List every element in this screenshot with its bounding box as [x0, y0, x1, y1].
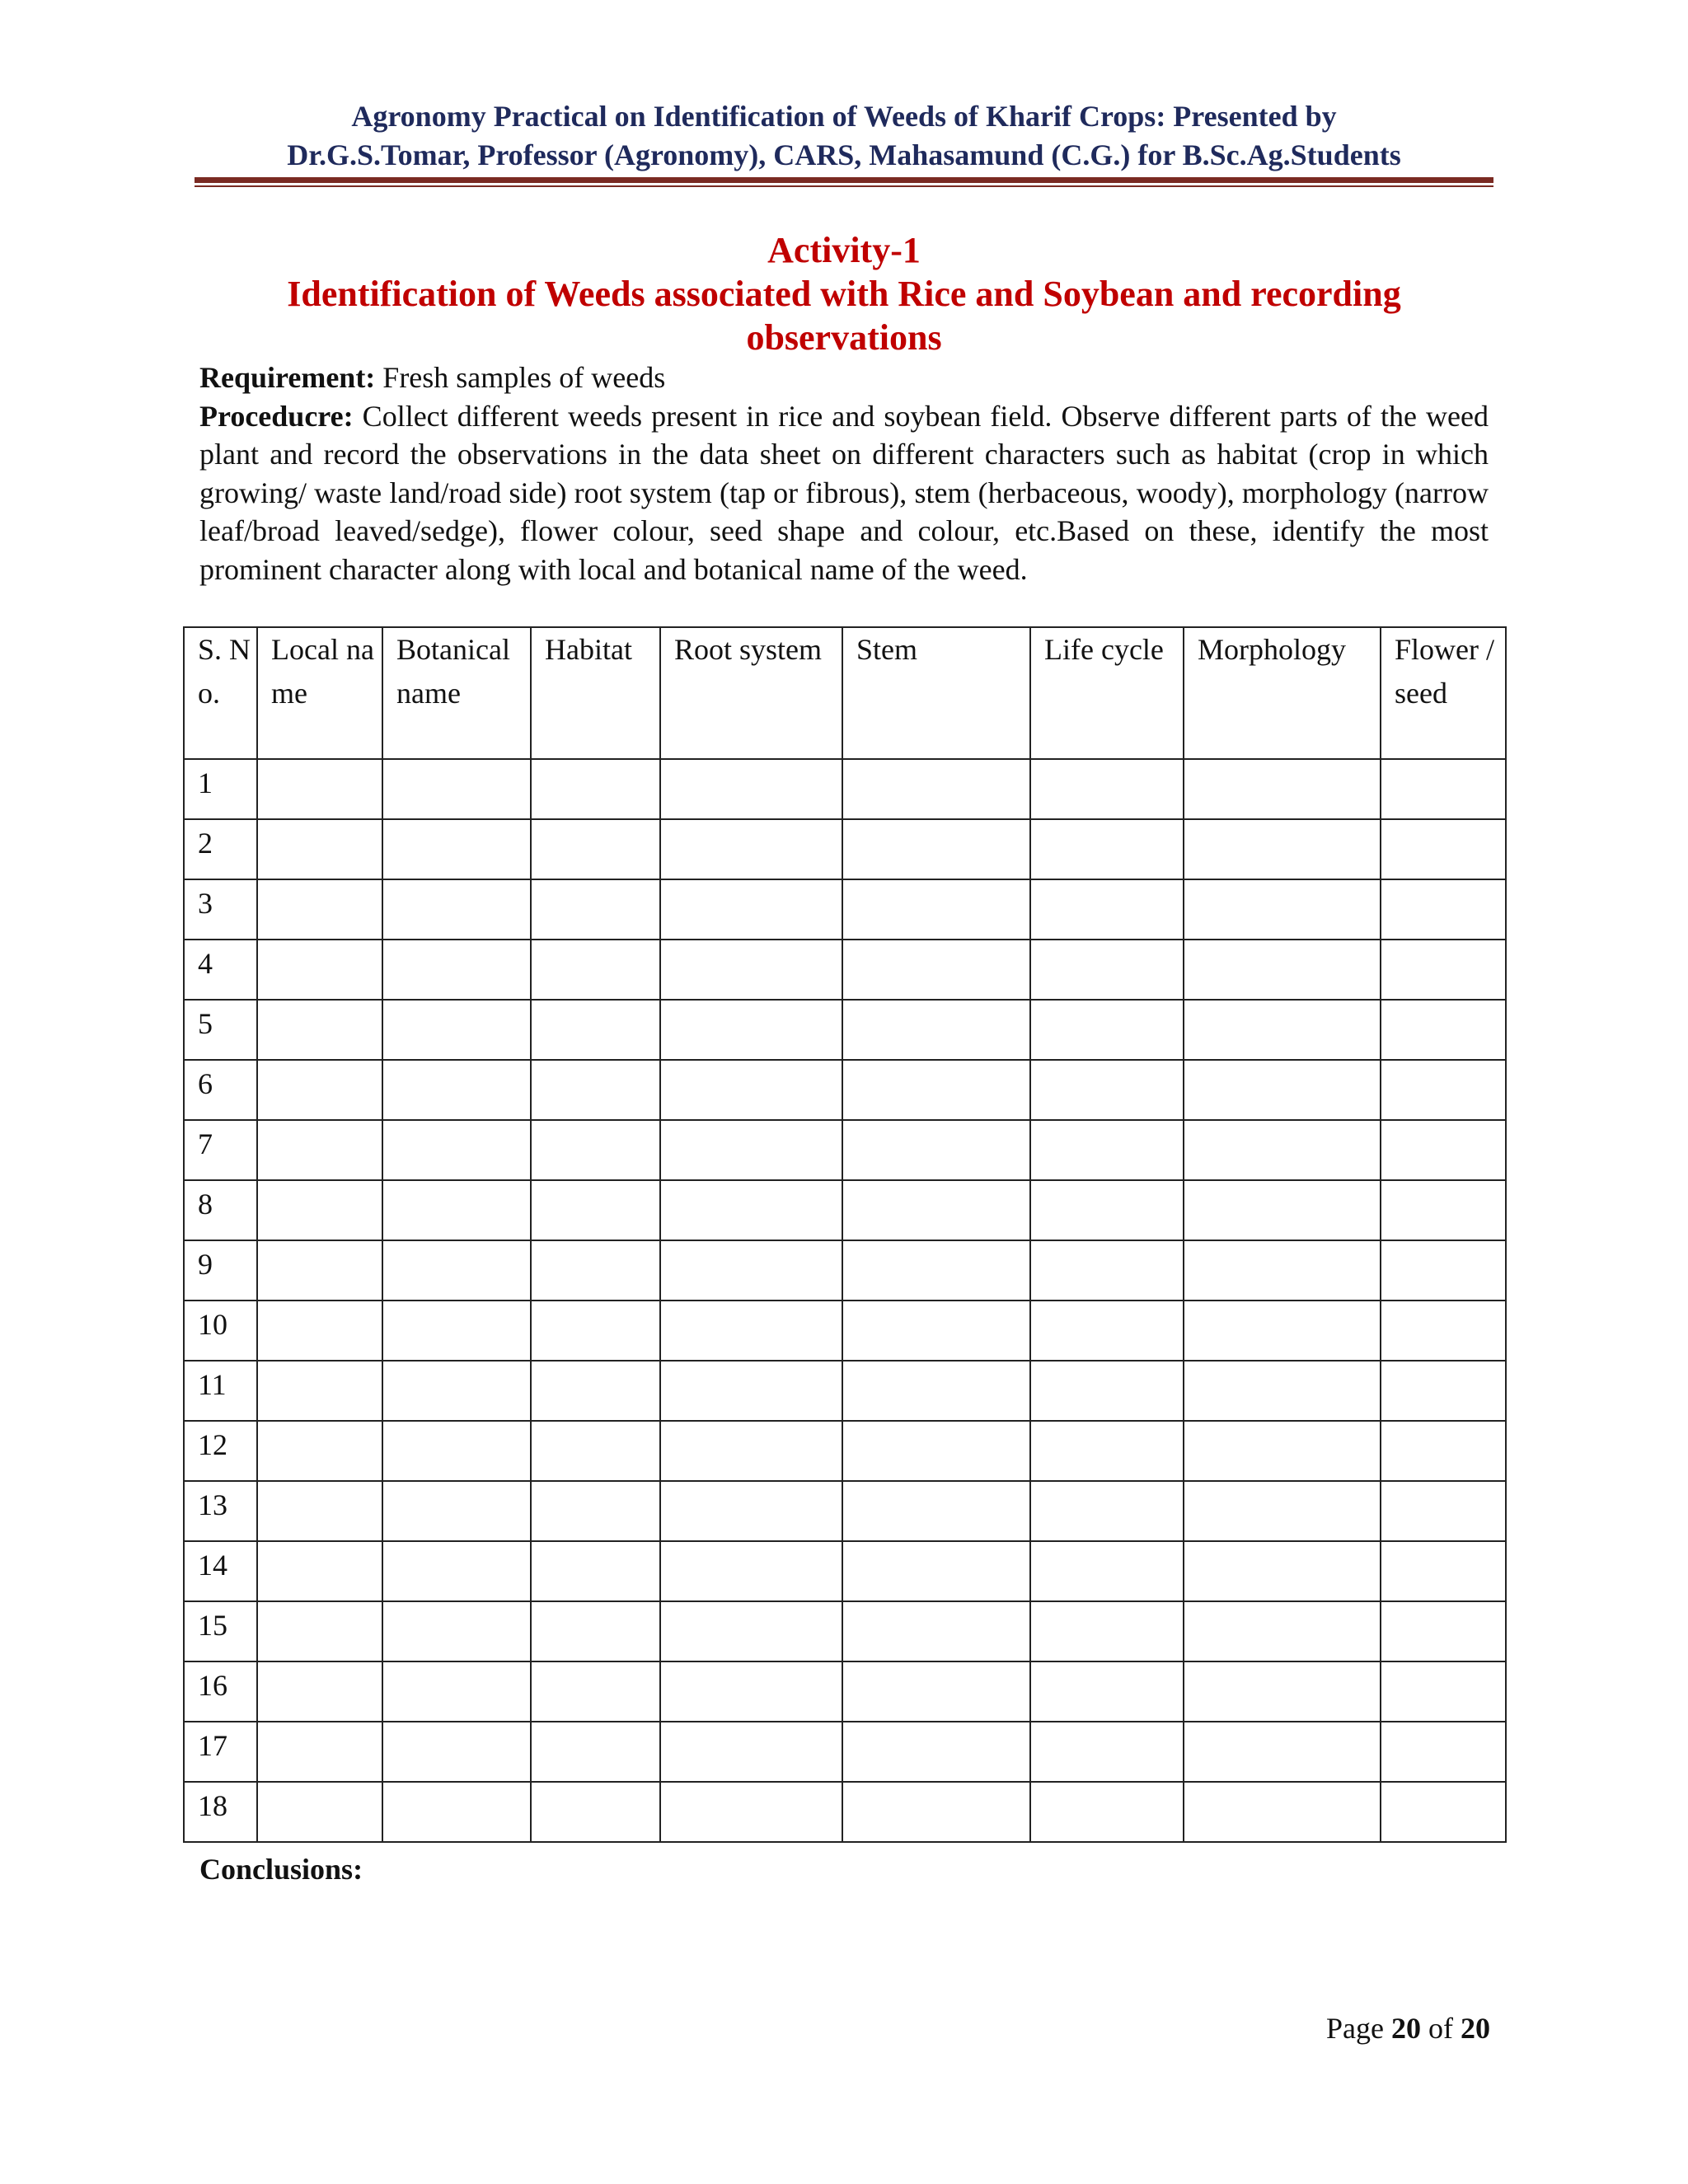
page-number — [1326, 2011, 1490, 2046]
empty-cell — [1381, 1722, 1506, 1782]
empty-cell — [1381, 1180, 1506, 1240]
empty-cell — [382, 1782, 531, 1842]
empty-cell — [660, 879, 842, 940]
empty-cell — [842, 1481, 1030, 1541]
row-number: 2 — [184, 819, 257, 879]
empty-cell — [1030, 1782, 1184, 1842]
row-number: 7 — [184, 1120, 257, 1180]
procedure-text: Collect different weeds present in rice and soybean field. Observe different parts of the weed plant and record the observations in the data sheet on different characters such as habitat (crop in which growing/ waste land/road side) root system (tap or fibrous), stem (herbaceous, woody), morphology (narrow leaf/broad leaved/sedge), flower colour, seed shape and colour, etc.Based on these, identify the most prominent character along with local and botanical name of the weed. — [199, 399, 1489, 586]
empty-cell — [1381, 1481, 1506, 1541]
empty-cell — [257, 1421, 382, 1481]
observation-table — [183, 626, 1507, 1843]
empty-cell — [1030, 879, 1184, 940]
row-number: 14 — [184, 1541, 257, 1601]
row-number: 11 — [184, 1361, 257, 1421]
empty-cell — [382, 1301, 531, 1361]
table-row — [184, 819, 1506, 879]
empty-cell — [257, 1722, 382, 1782]
empty-cell — [257, 1361, 382, 1421]
empty-cell — [842, 1661, 1030, 1722]
empty-cell — [842, 1601, 1030, 1661]
empty-cell — [1184, 819, 1381, 879]
table-row — [184, 1601, 1506, 1661]
empty-cell — [1381, 1060, 1506, 1120]
empty-cell — [531, 1601, 660, 1661]
instructions — [199, 359, 1489, 588]
empty-cell — [257, 1301, 382, 1361]
page-current: 20 — [1391, 2012, 1421, 2045]
empty-cell — [257, 1661, 382, 1722]
header-line-1: Agronomy Practical on Identification of Weeds of Kharif Crops: Presented by — [351, 100, 1337, 133]
empty-cell — [257, 1240, 382, 1301]
empty-cell — [660, 1661, 842, 1722]
empty-cell — [382, 1601, 531, 1661]
requirement-label: Requirement: — [199, 361, 376, 394]
empty-cell — [1030, 1180, 1184, 1240]
empty-cell — [660, 1541, 842, 1601]
empty-cell — [660, 1000, 842, 1060]
page-of-word: of — [1421, 2012, 1461, 2045]
row-number: 6 — [184, 1060, 257, 1120]
column-header: Flower / seed — [1381, 627, 1506, 759]
empty-cell — [842, 1120, 1030, 1180]
empty-cell — [660, 1782, 842, 1842]
empty-cell — [382, 1481, 531, 1541]
empty-cell — [842, 940, 1030, 1000]
empty-cell — [1030, 819, 1184, 879]
empty-cell — [842, 1000, 1030, 1060]
empty-cell — [531, 1481, 660, 1541]
empty-cell — [1381, 1541, 1506, 1601]
empty-cell — [257, 1541, 382, 1601]
empty-cell — [660, 1481, 842, 1541]
empty-cell — [842, 759, 1030, 819]
empty-cell — [382, 879, 531, 940]
empty-cell — [382, 1000, 531, 1060]
empty-cell — [1030, 940, 1184, 1000]
empty-cell — [382, 1361, 531, 1421]
empty-cell — [660, 1301, 842, 1361]
empty-cell — [531, 1361, 660, 1421]
table-row — [184, 1180, 1506, 1240]
table-row — [184, 1000, 1506, 1060]
procedure-label: Proceducre: — [199, 399, 354, 433]
empty-cell — [842, 879, 1030, 940]
empty-cell — [1381, 1601, 1506, 1661]
row-number: 5 — [184, 1000, 257, 1060]
empty-cell — [382, 1661, 531, 1722]
empty-cell — [842, 1180, 1030, 1240]
empty-cell — [1030, 1421, 1184, 1481]
empty-cell — [1030, 1722, 1184, 1782]
empty-cell — [257, 819, 382, 879]
header-rule — [195, 177, 1493, 183]
empty-cell — [531, 1180, 660, 1240]
table-row — [184, 1541, 1506, 1601]
empty-cell — [382, 940, 531, 1000]
empty-cell — [660, 1361, 842, 1421]
empty-cell — [1381, 759, 1506, 819]
requirement-paragraph — [199, 359, 1489, 397]
empty-cell — [531, 1120, 660, 1180]
empty-cell — [1381, 1782, 1506, 1842]
empty-cell — [1184, 1361, 1381, 1421]
table-row — [184, 1421, 1506, 1481]
empty-cell — [1184, 1782, 1381, 1842]
empty-cell — [1184, 940, 1381, 1000]
empty-cell — [1030, 1541, 1184, 1601]
empty-cell — [1184, 1240, 1381, 1301]
empty-cell — [1030, 1661, 1184, 1722]
table-row — [184, 759, 1506, 819]
empty-cell — [1184, 1601, 1381, 1661]
column-header: S. No. — [184, 627, 257, 759]
table-row — [184, 1661, 1506, 1722]
empty-cell — [257, 879, 382, 940]
empty-cell — [382, 1180, 531, 1240]
empty-cell — [660, 1120, 842, 1180]
empty-cell — [660, 1601, 842, 1661]
table-row — [184, 1301, 1506, 1361]
empty-cell — [1381, 1120, 1506, 1180]
empty-cell — [531, 1421, 660, 1481]
empty-cell — [257, 1601, 382, 1661]
empty-cell — [1030, 1601, 1184, 1661]
page-header — [195, 97, 1493, 175]
page-word: Page — [1326, 2012, 1391, 2045]
empty-cell — [382, 759, 531, 819]
row-number: 4 — [184, 940, 257, 1000]
empty-cell — [1030, 759, 1184, 819]
empty-cell — [1184, 1481, 1381, 1541]
empty-cell — [1184, 1722, 1381, 1782]
empty-cell — [531, 1782, 660, 1842]
requirement-text: Fresh samples of weeds — [375, 361, 666, 394]
empty-cell — [1184, 1661, 1381, 1722]
row-number: 9 — [184, 1240, 257, 1301]
empty-cell — [660, 1180, 842, 1240]
table-header-row — [184, 627, 1506, 759]
empty-cell — [842, 1421, 1030, 1481]
empty-cell — [842, 819, 1030, 879]
empty-cell — [660, 819, 842, 879]
empty-cell — [1030, 1000, 1184, 1060]
empty-cell — [531, 1240, 660, 1301]
empty-cell — [842, 1541, 1030, 1601]
empty-cell — [1184, 1060, 1381, 1120]
empty-cell — [660, 1060, 842, 1120]
empty-cell — [257, 1000, 382, 1060]
row-number: 8 — [184, 1180, 257, 1240]
empty-cell — [1184, 879, 1381, 940]
activity-number: Activity-1 — [767, 230, 921, 270]
empty-cell — [1381, 1661, 1506, 1722]
empty-cell — [531, 1722, 660, 1782]
table-row — [184, 879, 1506, 940]
empty-cell — [660, 1722, 842, 1782]
procedure-paragraph — [199, 397, 1489, 589]
activity-heading-1: Identification of Weeds associated with Rice and Soybean and recording — [287, 274, 1401, 314]
empty-cell — [1030, 1240, 1184, 1301]
empty-cell — [1030, 1060, 1184, 1120]
row-number: 13 — [184, 1481, 257, 1541]
empty-cell — [842, 1722, 1030, 1782]
empty-cell — [1184, 1180, 1381, 1240]
column-header: Botanical name — [382, 627, 531, 759]
empty-cell — [842, 1782, 1030, 1842]
empty-cell — [660, 940, 842, 1000]
activity-title — [195, 228, 1493, 359]
empty-cell — [382, 1541, 531, 1601]
empty-cell — [1381, 1000, 1506, 1060]
empty-cell — [842, 1060, 1030, 1120]
empty-cell — [257, 1120, 382, 1180]
table-row — [184, 1361, 1506, 1421]
empty-cell — [1184, 1000, 1381, 1060]
empty-cell — [1381, 1361, 1506, 1421]
empty-cell — [1184, 1421, 1381, 1481]
empty-cell — [382, 1421, 531, 1481]
empty-cell — [1381, 940, 1506, 1000]
empty-cell — [1381, 879, 1506, 940]
empty-cell — [382, 819, 531, 879]
empty-cell — [382, 1120, 531, 1180]
empty-cell — [1184, 1301, 1381, 1361]
empty-cell — [382, 1240, 531, 1301]
empty-cell — [257, 1060, 382, 1120]
conclusions-label: Conclusions: — [199, 1853, 363, 1886]
row-number: 16 — [184, 1661, 257, 1722]
empty-cell — [382, 1722, 531, 1782]
empty-cell — [1381, 1240, 1506, 1301]
activity-heading-2: observations — [746, 317, 942, 358]
empty-cell — [660, 1240, 842, 1301]
column-header: Morphology — [1184, 627, 1381, 759]
row-number: 1 — [184, 759, 257, 819]
empty-cell — [531, 1301, 660, 1361]
column-header: Root system — [660, 627, 842, 759]
table-row — [184, 1481, 1506, 1541]
empty-cell — [382, 1060, 531, 1120]
empty-cell — [1381, 819, 1506, 879]
empty-cell — [531, 759, 660, 819]
empty-cell — [531, 940, 660, 1000]
row-number: 12 — [184, 1421, 257, 1481]
column-header: Life cycle — [1030, 627, 1184, 759]
empty-cell — [842, 1361, 1030, 1421]
table-body — [184, 759, 1506, 1842]
empty-cell — [660, 759, 842, 819]
header-rule-thin — [195, 185, 1493, 187]
empty-cell — [531, 879, 660, 940]
empty-cell — [1030, 1361, 1184, 1421]
table-row — [184, 940, 1506, 1000]
row-number: 3 — [184, 879, 257, 940]
header-line-2: Dr.G.S.Tomar, Professor (Agronomy), CARS, Mahasamund (C.G.) for B.Sc.Ag.Students — [287, 138, 1401, 171]
row-number: 10 — [184, 1301, 257, 1361]
empty-cell — [1381, 1421, 1506, 1481]
table-row — [184, 1782, 1506, 1842]
table-row — [184, 1240, 1506, 1301]
column-header: Stem — [842, 627, 1030, 759]
empty-cell — [842, 1301, 1030, 1361]
empty-cell — [660, 1421, 842, 1481]
empty-cell — [842, 1240, 1030, 1301]
empty-cell — [531, 1060, 660, 1120]
table-row — [184, 1722, 1506, 1782]
row-number: 18 — [184, 1782, 257, 1842]
empty-cell — [1184, 759, 1381, 819]
empty-cell — [257, 759, 382, 819]
empty-cell — [1030, 1120, 1184, 1180]
empty-cell — [257, 940, 382, 1000]
empty-cell — [257, 1481, 382, 1541]
empty-cell — [257, 1180, 382, 1240]
empty-cell — [257, 1782, 382, 1842]
empty-cell — [1030, 1481, 1184, 1541]
empty-cell — [1381, 1301, 1506, 1361]
column-header: Local name — [257, 627, 382, 759]
table-row — [184, 1060, 1506, 1120]
empty-cell — [1184, 1541, 1381, 1601]
table-row — [184, 1120, 1506, 1180]
empty-cell — [531, 1661, 660, 1722]
empty-cell — [531, 1541, 660, 1601]
column-header: Habitat — [531, 627, 660, 759]
empty-cell — [1030, 1301, 1184, 1361]
empty-cell — [531, 819, 660, 879]
empty-cell — [531, 1000, 660, 1060]
row-number: 17 — [184, 1722, 257, 1782]
empty-cell — [1184, 1120, 1381, 1180]
page-total: 20 — [1461, 2012, 1490, 2045]
row-number: 15 — [184, 1601, 257, 1661]
